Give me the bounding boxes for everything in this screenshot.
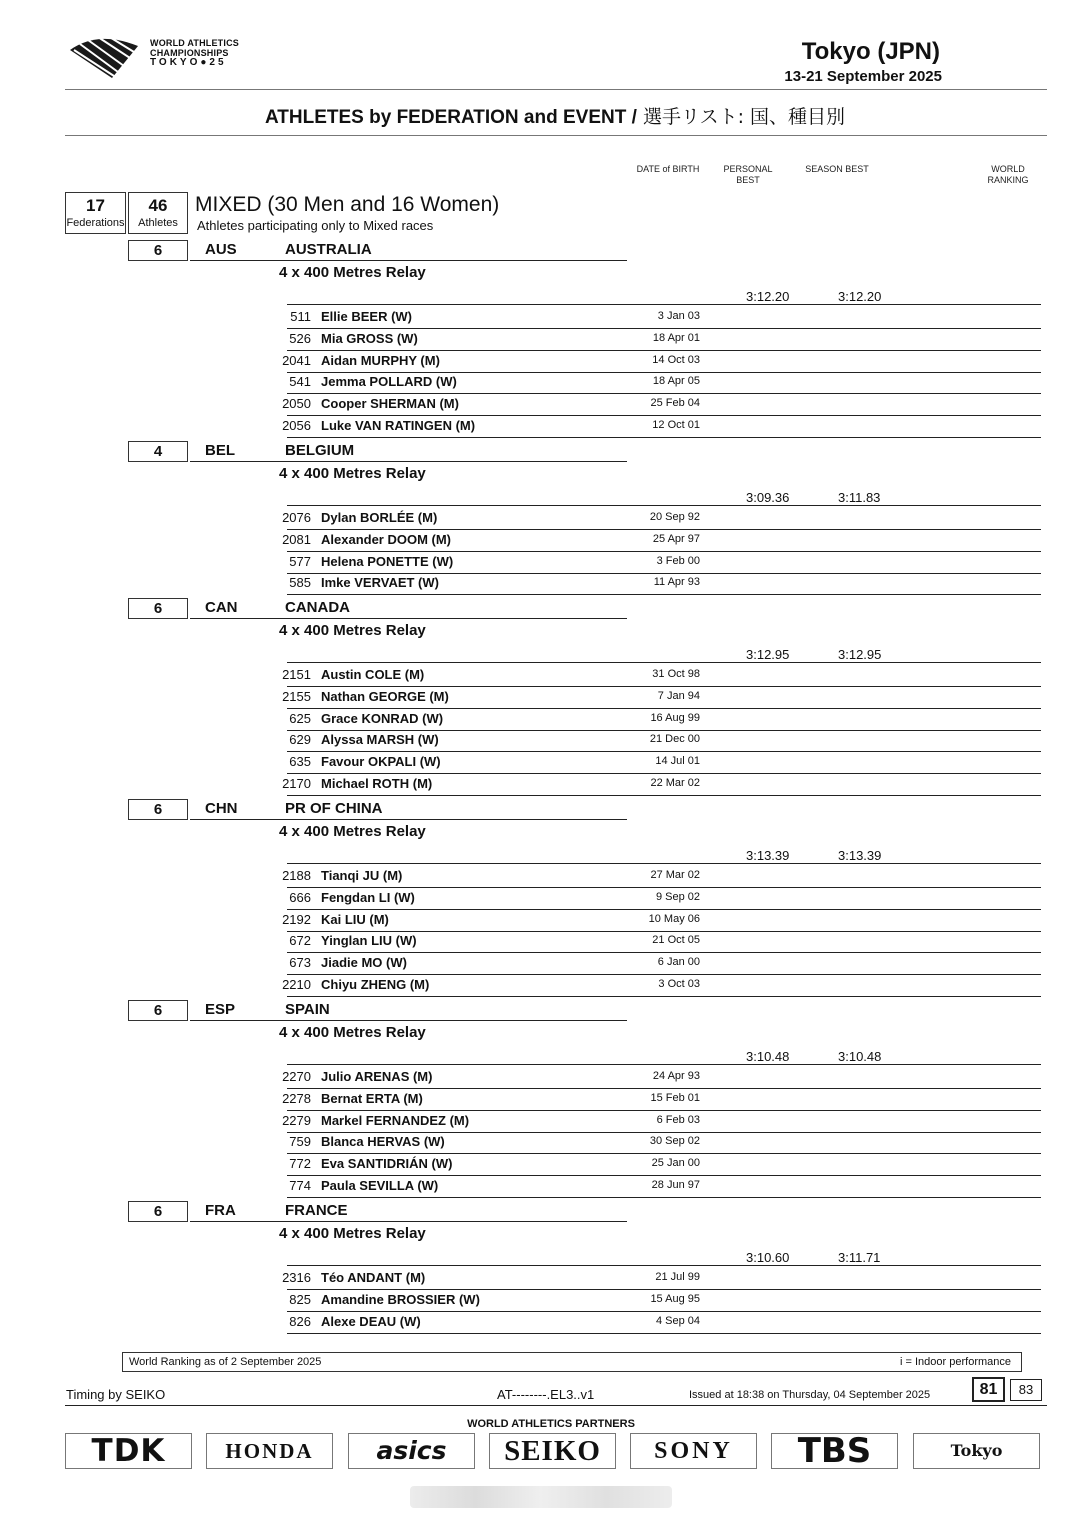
federation-code: CAN <box>205 599 238 616</box>
column-header-pb: PERSONAL BEST <box>723 164 773 185</box>
logo-text-line2: CHAMPIONSHIPS <box>150 48 229 58</box>
athlete-dob: 25 Feb 04 <box>650 397 700 410</box>
page-title <box>0 102 1080 129</box>
athlete-dob: 11 Apr 93 <box>653 576 700 589</box>
season-best: 3:12.20 <box>838 289 882 304</box>
athlete-bib: 2151 <box>282 667 311 682</box>
athletes-count: 46 <box>148 196 168 215</box>
seiko-logo: SEIKO <box>489 1433 616 1469</box>
athlete-dob: 3 Jan 03 <box>657 310 700 322</box>
event-underline <box>287 662 1041 663</box>
athlete-name: Téo ANDANT (M) <box>321 1270 426 1285</box>
footer-divider <box>65 1405 1047 1406</box>
athlete-dob: 7 Jan 94 <box>657 689 700 702</box>
athlete-dob: 30 Sep 02 <box>649 1135 700 1148</box>
page-total: 83 <box>1010 1379 1042 1401</box>
athlete-name: Blanca HERVAS (W) <box>321 1134 445 1150</box>
athlete-bib: 625 <box>289 710 311 726</box>
issued-timestamp: Issued at 18:38 on Thursday, 04 September 2025 <box>689 1389 931 1401</box>
athlete-bib: 673 <box>289 955 311 971</box>
athlete-bib: 2081 <box>282 531 311 547</box>
federation-underline <box>190 260 627 261</box>
athlete-row <box>0 1176 1080 1198</box>
athlete-row <box>0 687 1080 709</box>
athlete-bib: 826 <box>289 1313 311 1329</box>
federation-athlete-count: 6 <box>128 799 188 820</box>
athlete-bib: 2041 <box>282 352 311 368</box>
row-underline <box>287 1197 1041 1198</box>
athlete-bib: 2270 <box>282 1069 311 1084</box>
timing-credit: Timing by SEIKO <box>66 1387 166 1402</box>
athlete-name: Imke VERVAET (W) <box>321 575 439 591</box>
federation-name: PR OF CHINA <box>285 800 383 817</box>
athlete-bib: 526 <box>289 330 311 346</box>
athlete-bib: 672 <box>289 933 311 949</box>
federation-name: FRANCE <box>285 1202 348 1219</box>
athlete-dob: 6 Jan 00 <box>657 956 700 969</box>
blurred-watermark <box>410 1486 672 1508</box>
federation-underline <box>190 461 627 462</box>
athlete-name: Amandine BROSSIER (W) <box>321 1291 480 1307</box>
federation-code: BEL <box>205 442 235 459</box>
federation-code: AUS <box>205 241 237 258</box>
athlete-name: Eva SANTIDRIÁN (W) <box>321 1156 453 1172</box>
partners-title: WORLD ATHLETICS PARTNERS <box>467 1418 635 1430</box>
athlete-dob: 25 Apr 97 <box>652 532 700 545</box>
logo-text-line3: TOKYO●25 <box>150 57 227 68</box>
athlete-row <box>0 530 1080 552</box>
personal-best: 3:09.36 <box>746 490 790 505</box>
federation-name: CANADA <box>285 599 350 616</box>
federation-code: CHN <box>205 800 238 817</box>
honda-logo: HONDA <box>206 1433 333 1469</box>
row-underline <box>287 996 1041 997</box>
season-best: 3:10.48 <box>838 1049 882 1064</box>
athlete-row <box>0 752 1080 774</box>
athlete-dob: 3 Feb 00 <box>656 554 700 567</box>
athlete-row <box>0 1132 1080 1154</box>
athlete-bib: 759 <box>289 1134 311 1150</box>
athlete-row <box>0 394 1080 416</box>
tdk-logo: TDK <box>65 1433 192 1469</box>
federation-athlete-count: 6 <box>128 240 188 261</box>
federation-underline <box>190 618 627 619</box>
athlete-dob: 18 Apr 05 <box>652 375 700 388</box>
athlete-name: Bernat ERTA (M) <box>321 1090 423 1106</box>
athlete-bib: 2188 <box>282 868 311 883</box>
athlete-name: Favour OKPALI (W) <box>321 754 441 770</box>
athlete-bib: 774 <box>289 1178 311 1193</box>
athlete-row <box>0 1268 1080 1290</box>
federation-underline <box>190 819 627 820</box>
personal-best: 3:13.39 <box>746 848 790 863</box>
federations-summary <box>65 192 126 234</box>
season-best: 3:11.71 <box>838 1250 881 1265</box>
athlete-name: Paula SEVILLA (W) <box>321 1178 439 1193</box>
tbs-logo: TBS <box>771 1433 898 1469</box>
event-underline <box>287 1265 1041 1266</box>
federation-name: BELGIUM <box>285 442 355 459</box>
athlete-name: Julio ARENAS (M) <box>321 1069 433 1084</box>
athlete-dob: 16 Aug 99 <box>650 711 700 724</box>
athletes-summary <box>128 192 188 234</box>
athlete-bib: 2056 <box>282 418 311 433</box>
event-name: 4 x 400 Metres Relay <box>279 622 426 639</box>
athlete-bib: 629 <box>289 732 311 748</box>
athlete-row <box>0 709 1080 731</box>
athlete-name: Cooper SHERMAN (M) <box>321 396 459 412</box>
federation-athlete-count: 6 <box>128 1201 188 1222</box>
athlete-name: Fengdan LI (W) <box>321 889 415 905</box>
event-name: 4 x 400 Metres Relay <box>279 1024 426 1041</box>
athlete-name: Michael ROTH (M) <box>321 776 433 791</box>
championships-logo <box>68 32 268 80</box>
event-underline <box>287 304 1041 305</box>
athletes-label: Athletes <box>138 217 178 229</box>
athlete-dob: 21 Jul 99 <box>655 1271 700 1283</box>
athlete-name: Alexe DEAU (W) <box>321 1313 421 1329</box>
federations-label: Federations <box>66 217 125 229</box>
athlete-dob: 15 Feb 01 <box>650 1091 700 1104</box>
indoor-note: i = Indoor performance <box>900 1356 1011 1368</box>
athlete-name: Kai LIU (M) <box>321 911 389 927</box>
athlete-dob: 25 Jan 00 <box>651 1157 700 1170</box>
personal-best: 3:10.60 <box>746 1250 790 1265</box>
athlete-dob: 6 Feb 03 <box>656 1113 700 1126</box>
row-underline <box>287 437 1041 438</box>
athlete-name: Austin COLE (M) <box>321 667 425 682</box>
athlete-name: Ellie BEER (W) <box>321 309 413 324</box>
column-header-dob: DATE of BIRTH <box>636 164 700 174</box>
athlete-bib: 2278 <box>282 1090 311 1106</box>
athlete-dob: 24 Apr 93 <box>652 1070 700 1082</box>
athlete-bib: 2170 <box>282 776 311 791</box>
athlete-dob: 14 Oct 03 <box>652 353 700 366</box>
season-best: 3:13.39 <box>838 848 882 863</box>
personal-best: 3:12.95 <box>746 647 790 662</box>
athlete-name: Grace KONRAD (W) <box>321 710 444 726</box>
athlete-dob: 31 Oct 98 <box>652 668 700 680</box>
federation-athlete-count: 6 <box>128 1000 188 1021</box>
athlete-dob: 10 May 06 <box>648 912 700 925</box>
athlete-bib: 2210 <box>282 977 311 992</box>
event-name: 4 x 400 Metres Relay <box>279 465 426 482</box>
document-code: AT--------.EL3..v1 <box>497 1387 595 1402</box>
athlete-name: Mia GROSS (W) <box>321 330 418 346</box>
athlete-row <box>0 774 1080 796</box>
athlete-dob: 28 Jun 97 <box>651 1179 700 1191</box>
column-header-sb: SEASON BEST <box>805 164 869 174</box>
athlete-name: Jemma POLLARD (W) <box>321 374 457 390</box>
title-divider <box>65 135 1047 136</box>
logo-emblem-icon <box>68 32 144 80</box>
athlete-dob: 21 Dec 00 <box>649 733 700 746</box>
athlete-dob: 15 Aug 95 <box>650 1292 700 1305</box>
athlete-row <box>0 730 1080 752</box>
athlete-name: Luke VAN RATINGEN (M) <box>321 418 476 433</box>
asics-logo: asics <box>348 1433 475 1469</box>
athlete-dob: 20 Sep 92 <box>649 511 700 523</box>
row-underline <box>287 795 1041 796</box>
athlete-name: Jiadie MO (W) <box>321 955 407 971</box>
federation-name: SPAIN <box>285 1001 330 1018</box>
athlete-dob: 22 Mar 02 <box>650 777 700 789</box>
athlete-bib: 666 <box>289 889 311 905</box>
athlete-row <box>0 888 1080 910</box>
logo-text-line1: WORLD ATHLETICS <box>150 38 239 48</box>
athlete-name: Alyssa MARSH (W) <box>321 732 439 748</box>
athlete-row <box>0 1089 1080 1111</box>
athlete-row <box>0 573 1080 595</box>
athlete-row <box>0 953 1080 975</box>
row-underline <box>287 594 1041 595</box>
athlete-row <box>0 1154 1080 1176</box>
federation-name: AUSTRALIA <box>285 241 372 258</box>
athlete-row <box>0 1067 1080 1089</box>
athlete-name: Aidan MURPHY (M) <box>321 352 440 368</box>
page-title-en: ATHLETES by FEDERATION and EVENT / <box>264 107 637 128</box>
athlete-dob: 18 Apr 01 <box>652 331 700 344</box>
athlete-bib: 2192 <box>282 911 311 927</box>
federation-athlete-count: 4 <box>128 441 188 462</box>
athlete-name: Dylan BORLÉE (M) <box>321 510 438 525</box>
sony-logo: SONY <box>630 1433 757 1469</box>
athlete-row <box>0 665 1080 687</box>
season-best: 3:12.95 <box>838 647 882 662</box>
athlete-name: Alexander DOOM (M) <box>321 531 452 547</box>
athlete-row <box>0 307 1080 329</box>
athlete-row <box>0 1290 1080 1312</box>
event-name: 4 x 400 Metres Relay <box>279 823 426 840</box>
athlete-row <box>0 372 1080 394</box>
athlete-dob: 4 Sep 04 <box>655 1314 700 1327</box>
athlete-row <box>0 351 1080 373</box>
athlete-row <box>0 508 1080 530</box>
athlete-row <box>0 975 1080 997</box>
section-title: MIXED (30 Men and 16 Women) <box>195 193 500 216</box>
row-underline <box>287 1333 1041 1334</box>
column-header-ranking: WORLD RANKING <box>987 164 1029 185</box>
federation-underline <box>190 1221 627 1222</box>
athlete-dob: 9 Sep 02 <box>655 890 700 903</box>
personal-best: 3:12.20 <box>746 289 790 304</box>
page-number: 81 <box>972 1377 1005 1402</box>
event-underline <box>287 863 1041 864</box>
athlete-row <box>0 866 1080 888</box>
event-name: 4 x 400 Metres Relay <box>279 1225 426 1242</box>
section-subtitle: Athletes participating only to Mixed races <box>197 218 434 233</box>
personal-best: 3:10.48 <box>746 1049 790 1064</box>
event-dates: 13-21 September 2025 <box>784 68 942 85</box>
athlete-row <box>0 552 1080 574</box>
athlete-row <box>0 910 1080 932</box>
athlete-row <box>0 1312 1080 1334</box>
federation-underline <box>190 1020 627 1021</box>
athlete-name: Tianqi JU (M) <box>321 868 403 883</box>
athlete-name: Helena PONETTE (W) <box>321 553 454 569</box>
athlete-bib: 2279 <box>282 1112 311 1128</box>
athlete-bib: 2050 <box>282 396 311 412</box>
federation-code: ESP <box>205 1001 236 1018</box>
page-title-jp: 選手リスト: 国、種目別 <box>636 106 846 128</box>
athlete-bib: 577 <box>289 553 311 569</box>
athlete-dob: 3 Oct 03 <box>658 978 700 990</box>
athlete-bib: 2076 <box>282 510 311 525</box>
athlete-row <box>0 931 1080 953</box>
athlete-bib: 825 <box>289 1291 311 1307</box>
federation-code: FRA <box>205 1202 236 1219</box>
athlete-bib: 511 <box>290 309 311 324</box>
athlete-row <box>0 1111 1080 1133</box>
event-name: 4 x 400 Metres Relay <box>279 264 426 281</box>
header-divider <box>65 89 1047 90</box>
federation-athlete-count: 6 <box>128 598 188 619</box>
athlete-bib: 2155 <box>282 688 311 704</box>
tokyo-logo: Tokyo <box>913 1433 1040 1469</box>
event-underline <box>287 505 1041 506</box>
venue: Tokyo (JPN) <box>801 38 940 65</box>
athlete-bib: 635 <box>289 754 311 770</box>
athlete-dob: 21 Oct 05 <box>652 934 700 947</box>
athlete-name: Yinglan LIU (W) <box>321 933 417 949</box>
athlete-name: Markel FERNANDEZ (M) <box>321 1112 470 1128</box>
athlete-row <box>0 329 1080 351</box>
athlete-dob: 14 Jul 01 <box>655 755 700 768</box>
athlete-bib: 585 <box>289 575 311 591</box>
athlete-name: Nathan GEORGE (M) <box>321 688 449 704</box>
athlete-dob: 27 Mar 02 <box>650 869 700 881</box>
ranking-note: World Ranking as of 2 September 2025 <box>129 1356 322 1368</box>
athlete-name: Chiyu ZHENG (M) <box>321 977 430 992</box>
event-underline <box>287 1064 1041 1065</box>
athlete-bib: 772 <box>289 1156 311 1172</box>
athlete-row <box>0 416 1080 438</box>
federations-count: 17 <box>86 196 105 215</box>
athlete-dob: 12 Oct 01 <box>652 419 700 431</box>
footer-notes <box>122 1352 1022 1372</box>
athlete-bib: 541 <box>289 374 311 390</box>
athlete-bib: 2316 <box>282 1270 311 1285</box>
season-best: 3:11.83 <box>838 490 881 505</box>
